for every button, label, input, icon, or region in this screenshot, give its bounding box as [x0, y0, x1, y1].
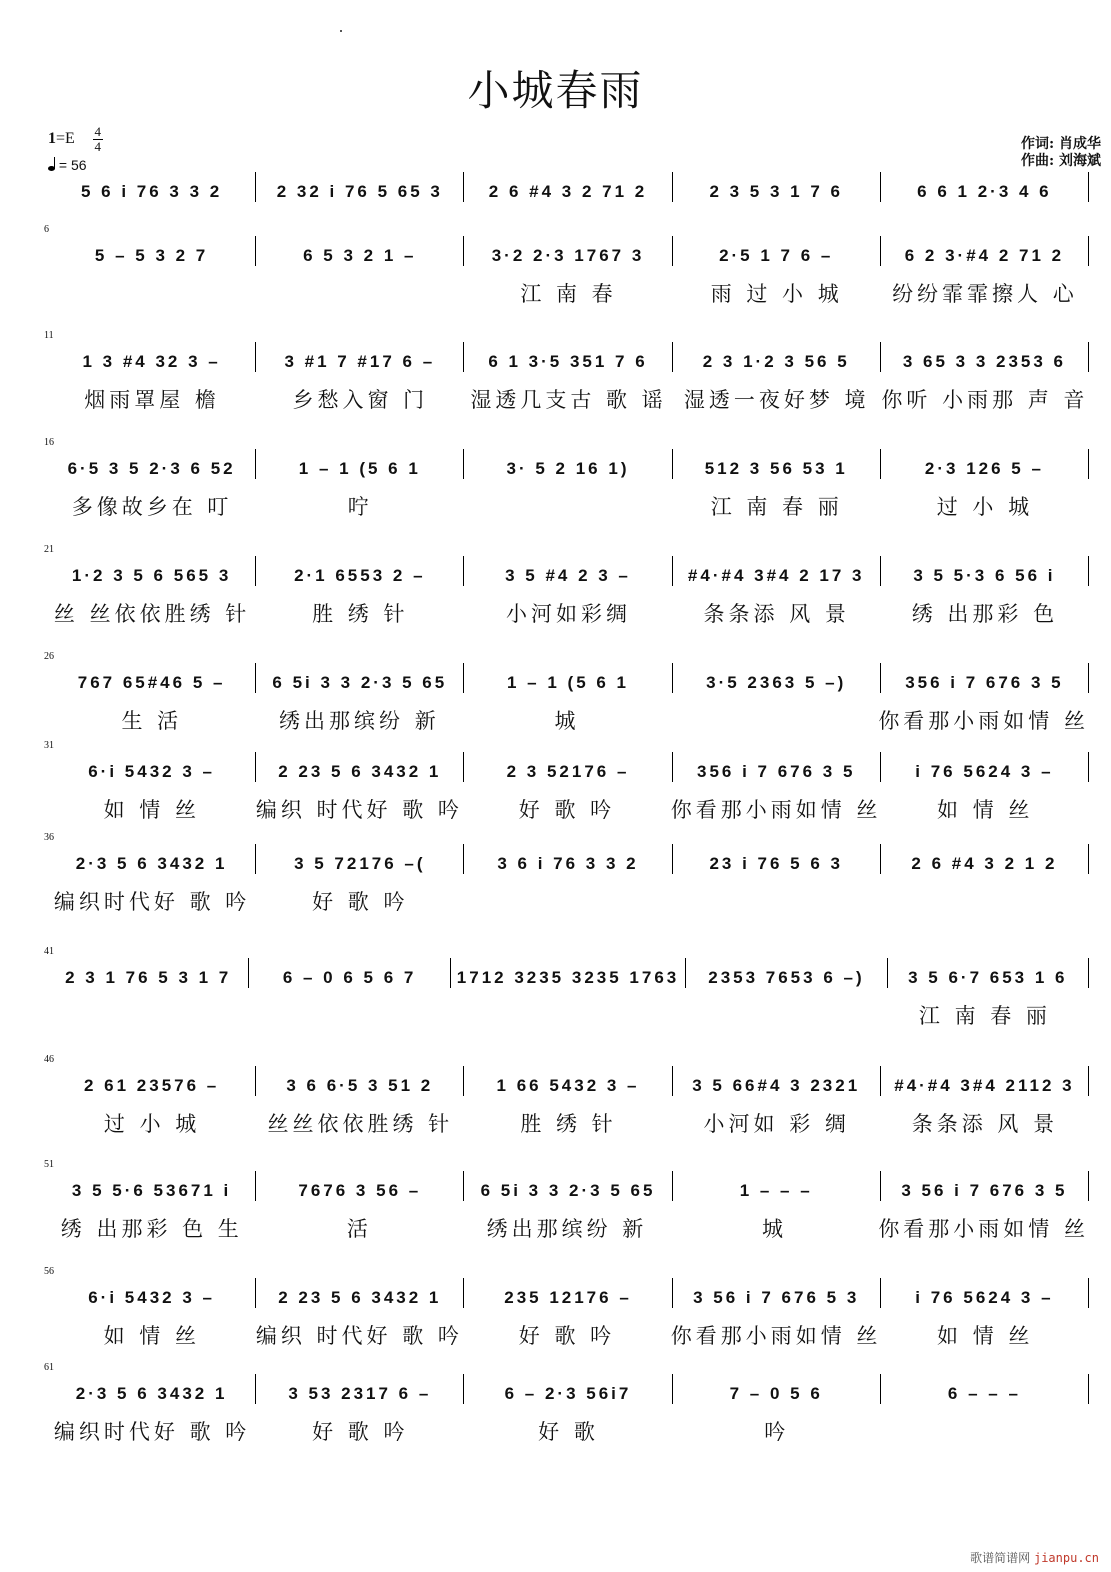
lyrics-row	[48, 705, 1089, 731]
notes-row	[48, 1066, 1089, 1096]
lyric-segment: 条条添 风 景	[911, 1112, 1059, 1136]
measure: 3 65 3 3 2353 6	[881, 342, 1089, 372]
measure: 356 i 7 676 3 5	[881, 663, 1089, 693]
lyric-segment: 编织 时代好 歌 吟	[255, 1324, 463, 1348]
lyric-segment: 编织 时代好 歌 吟	[255, 798, 463, 822]
measure: 2 3 1·2 3 56 5	[673, 342, 881, 372]
measure: 1 3 #4 32 3 –	[48, 342, 256, 372]
measure: 7676 3 56 –	[256, 1171, 464, 1201]
score-system	[44, 832, 1089, 922]
measure-number: 56	[44, 1266, 54, 1277]
lyric-segment: 湿透一夜好梦 境	[683, 388, 870, 412]
notes-row	[48, 342, 1089, 372]
score-system	[44, 437, 1089, 527]
lyric-segment: 江 南 春 丽	[918, 1004, 1051, 1028]
measure: 1 66 5432 3 –	[464, 1066, 672, 1096]
lyric-segment: 如 情 丝	[937, 1324, 1034, 1348]
lyric-segment: 好 歌	[538, 1420, 599, 1444]
lyric-segment: 编织时代好 歌 吟	[53, 890, 251, 914]
lyric-segment: 条条添 风 景	[703, 602, 850, 626]
measure-number: 41	[44, 946, 54, 957]
score-system	[44, 1266, 1089, 1356]
lyric-segment: 烟雨罩屋 檐	[84, 388, 220, 412]
notes-row	[48, 844, 1089, 874]
notes-row	[48, 556, 1089, 586]
measure: 3 5 72176 –(	[256, 844, 464, 874]
key-value: =E	[56, 130, 75, 148]
lyrics-row	[48, 278, 1089, 304]
measure: 6 5 3 2 1 –	[256, 236, 464, 266]
score-system	[44, 330, 1089, 420]
lyric-segment	[48, 1000, 256, 1026]
lyric-segment	[464, 1000, 672, 1026]
measure: 6 5i 3 3 2·3 5 65	[256, 663, 464, 693]
lyric-segment: 你看那小雨如情 丝	[878, 1217, 1089, 1241]
measure: 6 1 3·5 351 7 6	[464, 342, 672, 372]
lyric-segment: 绣出那缤纷 新	[486, 1217, 648, 1241]
measure: 3·5 2363 5 –)	[673, 663, 881, 693]
lyric-segment: 江 南 春 丽	[710, 495, 843, 519]
measure: 2 3 5 3 1 7 6	[673, 172, 881, 202]
measure: 3 5 5·6 53671 i	[48, 1171, 256, 1201]
measure-number: 51	[44, 1159, 54, 1170]
tempo-value: = 56	[58, 157, 87, 173]
lyric-segment	[256, 278, 464, 304]
measure: 3 56 i 7 676 3 5	[881, 1171, 1089, 1201]
measure: 6·i 5432 3 –	[48, 1278, 256, 1308]
score-system	[44, 946, 1089, 1036]
lyric-segment: 丝丝依依胜绣 针	[267, 1112, 454, 1136]
measure: 3 56 i 7 676 5 3	[673, 1278, 881, 1308]
lyrics-row	[48, 598, 1089, 624]
composer: 作曲: 刘海斌	[1020, 153, 1101, 169]
notes-row	[48, 449, 1089, 479]
measure: 2 61 23576 –	[48, 1066, 256, 1096]
time-top: 4	[94, 124, 102, 139]
measure: 235 12176 –	[464, 1278, 672, 1308]
measure: 2·1 6553 2 –	[256, 556, 464, 586]
measure: 6 – – –	[881, 1374, 1089, 1404]
measure: 2·3 5 6 3432 1	[48, 1374, 256, 1404]
lyrics-row	[48, 1213, 1089, 1239]
measure: 356 i 7 676 3 5	[673, 752, 881, 782]
lyric-segment: 乡愁入窗 门	[292, 388, 429, 412]
measure: 3· 5 2 16 1)	[464, 449, 672, 479]
lyric-segment: 活	[346, 1217, 372, 1241]
lyric-segment: 你听 小雨那 声 音	[881, 388, 1089, 412]
measure-number: 46	[44, 1054, 54, 1065]
measure: 7 – 0 5 6	[673, 1374, 881, 1404]
lyric-segment: 好 歌 吟	[312, 1420, 409, 1444]
notes-row	[48, 1374, 1089, 1404]
measure: 3 5 66#4 3 2321	[673, 1066, 881, 1096]
notes-row	[48, 958, 1089, 988]
lyric-segment: 咛	[347, 495, 373, 519]
lyric-segment: 胜 绣 针	[520, 1112, 617, 1136]
measure: 1712 3235 3235 1763	[451, 958, 686, 988]
lyric-segment	[673, 886, 881, 912]
score-system	[44, 544, 1089, 634]
lyric-segment	[881, 1416, 1089, 1442]
lyrics-row	[48, 1320, 1089, 1346]
measure: 1 – 1 (5 6 1	[464, 663, 672, 693]
measure: 3 #1 7 #17 6 –	[256, 342, 464, 372]
measure: 2·3 126 5 –	[881, 449, 1089, 479]
lyric-segment: 胜 绣 针	[312, 602, 409, 626]
lyric-segment	[48, 278, 256, 304]
lyricist: 作词: 肖成华	[1020, 136, 1101, 152]
lyric-segment: 城	[554, 709, 580, 733]
lyric-segment: 丝 丝依依胜绣 针	[53, 602, 251, 626]
measure-number: 26	[44, 651, 54, 662]
lyric-segment: 雨 过 小 城	[710, 282, 843, 306]
measure: 2·3 5 6 3432 1	[48, 844, 256, 874]
measure: 1 – – –	[673, 1171, 881, 1201]
watermark	[970, 1549, 1099, 1566]
lyric-segment: 你看那小雨如情 丝	[878, 709, 1089, 733]
lyric-segment: 过 小 城	[936, 495, 1034, 519]
lyric-segment	[464, 491, 672, 517]
lyric-segment: 绣 出那彩 色	[911, 602, 1059, 626]
key-signature	[48, 126, 103, 153]
measure: 1 – 1 (5 6 1	[256, 449, 464, 479]
lyric-segment: 多像故乡在 叮	[71, 495, 233, 519]
lyric-segment: 你看那小雨如情 丝	[670, 1324, 882, 1348]
lyric-segment: 编织时代好 歌 吟	[53, 1420, 251, 1444]
measure: 512 3 56 53 1	[673, 449, 881, 479]
lyric-segment: 纷纷霏霏擦人 心	[892, 282, 1078, 306]
measure: 6·5 3 5 2·3 6 52	[48, 449, 256, 479]
measure: #4·#4 3#4 2 17 3	[673, 556, 881, 586]
time-signature	[93, 126, 103, 153]
lyrics-row	[48, 491, 1089, 517]
lyric-segment	[881, 886, 1089, 912]
measure: 6·i 5432 3 –	[48, 752, 256, 782]
lyric-segment: 你看那小雨如情 丝	[670, 798, 882, 822]
song-title: 小城春雨	[467, 66, 644, 115]
notes-row	[48, 752, 1089, 782]
lyrics-row	[48, 1000, 1089, 1026]
lyrics-row	[48, 794, 1089, 820]
measure: 3 6 i 76 3 3 2	[464, 844, 672, 874]
measure: 2 6 #4 3 2 1 2	[881, 844, 1089, 874]
watermark-text: 歌谱简谱网	[970, 1551, 1031, 1565]
measure: 5 6 i 76 3 3 2	[48, 172, 256, 202]
lyric-segment: 吟	[764, 1420, 790, 1444]
score-system	[44, 651, 1089, 741]
lyric-segment	[673, 1000, 881, 1026]
measure: 6 – 0 6 5 6 7	[249, 958, 450, 988]
measure: 3 5 6·7 653 1 6	[888, 958, 1089, 988]
notes-row	[48, 236, 1089, 266]
measure: 6 6 1 2·3 4 6	[881, 172, 1089, 202]
lyric-segment: 小河如彩绸	[506, 602, 631, 626]
measure: 6 5i 3 3 2·3 5 65	[464, 1171, 672, 1201]
notes-row	[48, 663, 1089, 693]
lyric-segment: 湿透几支古 歌 谣	[470, 388, 667, 412]
stray-mark	[340, 30, 342, 32]
measure: 3·2 2·3 1767 3	[464, 236, 672, 266]
lyric-segment: 绣出那缤纷 新	[279, 709, 440, 733]
measure: 3 53 2317 6 –	[256, 1374, 464, 1404]
score-system	[44, 740, 1089, 830]
measure: 3 5 #4 2 3 –	[464, 556, 672, 586]
time-bottom: 4	[94, 139, 102, 154]
lyric-segment: 如 情 丝	[103, 1324, 200, 1348]
lyric-segment: 好 歌 吟	[312, 890, 409, 914]
measure: 5 – 5 3 2 7	[48, 236, 256, 266]
notes-row	[48, 1278, 1089, 1308]
measure: i 76 5624 3 –	[881, 1278, 1089, 1308]
lyric-segment	[671, 705, 879, 731]
notes-row	[48, 172, 1089, 202]
measure: 1·2 3 5 6 565 3	[48, 556, 256, 586]
measure: 23 i 76 5 6 3	[673, 844, 881, 874]
lyric-segment: 江 南 春	[520, 282, 617, 306]
lyric-segment: 好 歌 吟	[518, 1324, 616, 1348]
key-note: 1	[48, 130, 56, 148]
lyric-segment	[256, 1000, 464, 1026]
score-system	[44, 1362, 1089, 1452]
measure: 2 3 1 76 5 3 1 7	[48, 958, 249, 988]
lyric-segment: 好 歌 吟	[518, 798, 616, 822]
measure: 6 – 2·3 56i7	[464, 1374, 672, 1404]
measure: 767 65#46 5 –	[48, 663, 256, 693]
measure: 2 23 5 6 3432 1	[256, 1278, 464, 1308]
lyric-segment: 如 情 丝	[937, 798, 1034, 822]
measure: 2 3 52176 –	[464, 752, 672, 782]
measure: 2 23 5 6 3432 1	[256, 752, 464, 782]
measure: 2 6 #4 3 2 71 2	[464, 172, 672, 202]
score-system	[44, 1054, 1089, 1144]
measure: 2353 7653 6 –)	[686, 958, 887, 988]
notes-row	[48, 1171, 1089, 1201]
lyric-segment: 如 情 丝	[103, 798, 200, 822]
measure: 3 6 6·5 3 51 2	[256, 1066, 464, 1096]
measure-number: 21	[44, 544, 54, 555]
measure: i 76 5624 3 –	[881, 752, 1089, 782]
lyrics-row	[48, 1416, 1089, 1442]
score-system	[44, 224, 1089, 314]
lyric-segment: 过 小 城	[103, 1112, 201, 1136]
measure-number: 61	[44, 1362, 54, 1373]
measure-number: 31	[44, 740, 54, 751]
measure: #4·#4 3#4 2112 3	[881, 1066, 1089, 1096]
watermark-url: jianpu.cn	[1033, 1551, 1099, 1565]
measure-number: 6	[44, 224, 49, 235]
lyric-segment: 绣 出那彩 色 生	[60, 1217, 243, 1241]
lyrics-row	[48, 384, 1089, 410]
lyrics-row	[48, 1108, 1089, 1134]
measure-number: 11	[44, 330, 54, 341]
lyric-segment: 城	[762, 1217, 788, 1241]
measure: 2·5 1 7 6 –	[673, 236, 881, 266]
score-system	[44, 1159, 1089, 1249]
lyric-segment: 生 活	[121, 709, 183, 733]
measure: 3 5 5·3 6 56 i	[881, 556, 1089, 586]
lyric-segment: 小河如 彩 绸	[703, 1112, 850, 1136]
measure: 2 32 i 76 5 65 3	[256, 172, 464, 202]
measure: 6 2 3·#4 2 71 2	[881, 236, 1089, 266]
measure-number: 16	[44, 437, 54, 448]
lyric-segment	[464, 886, 672, 912]
measure-number: 36	[44, 832, 54, 843]
lyrics-row	[48, 886, 1089, 912]
